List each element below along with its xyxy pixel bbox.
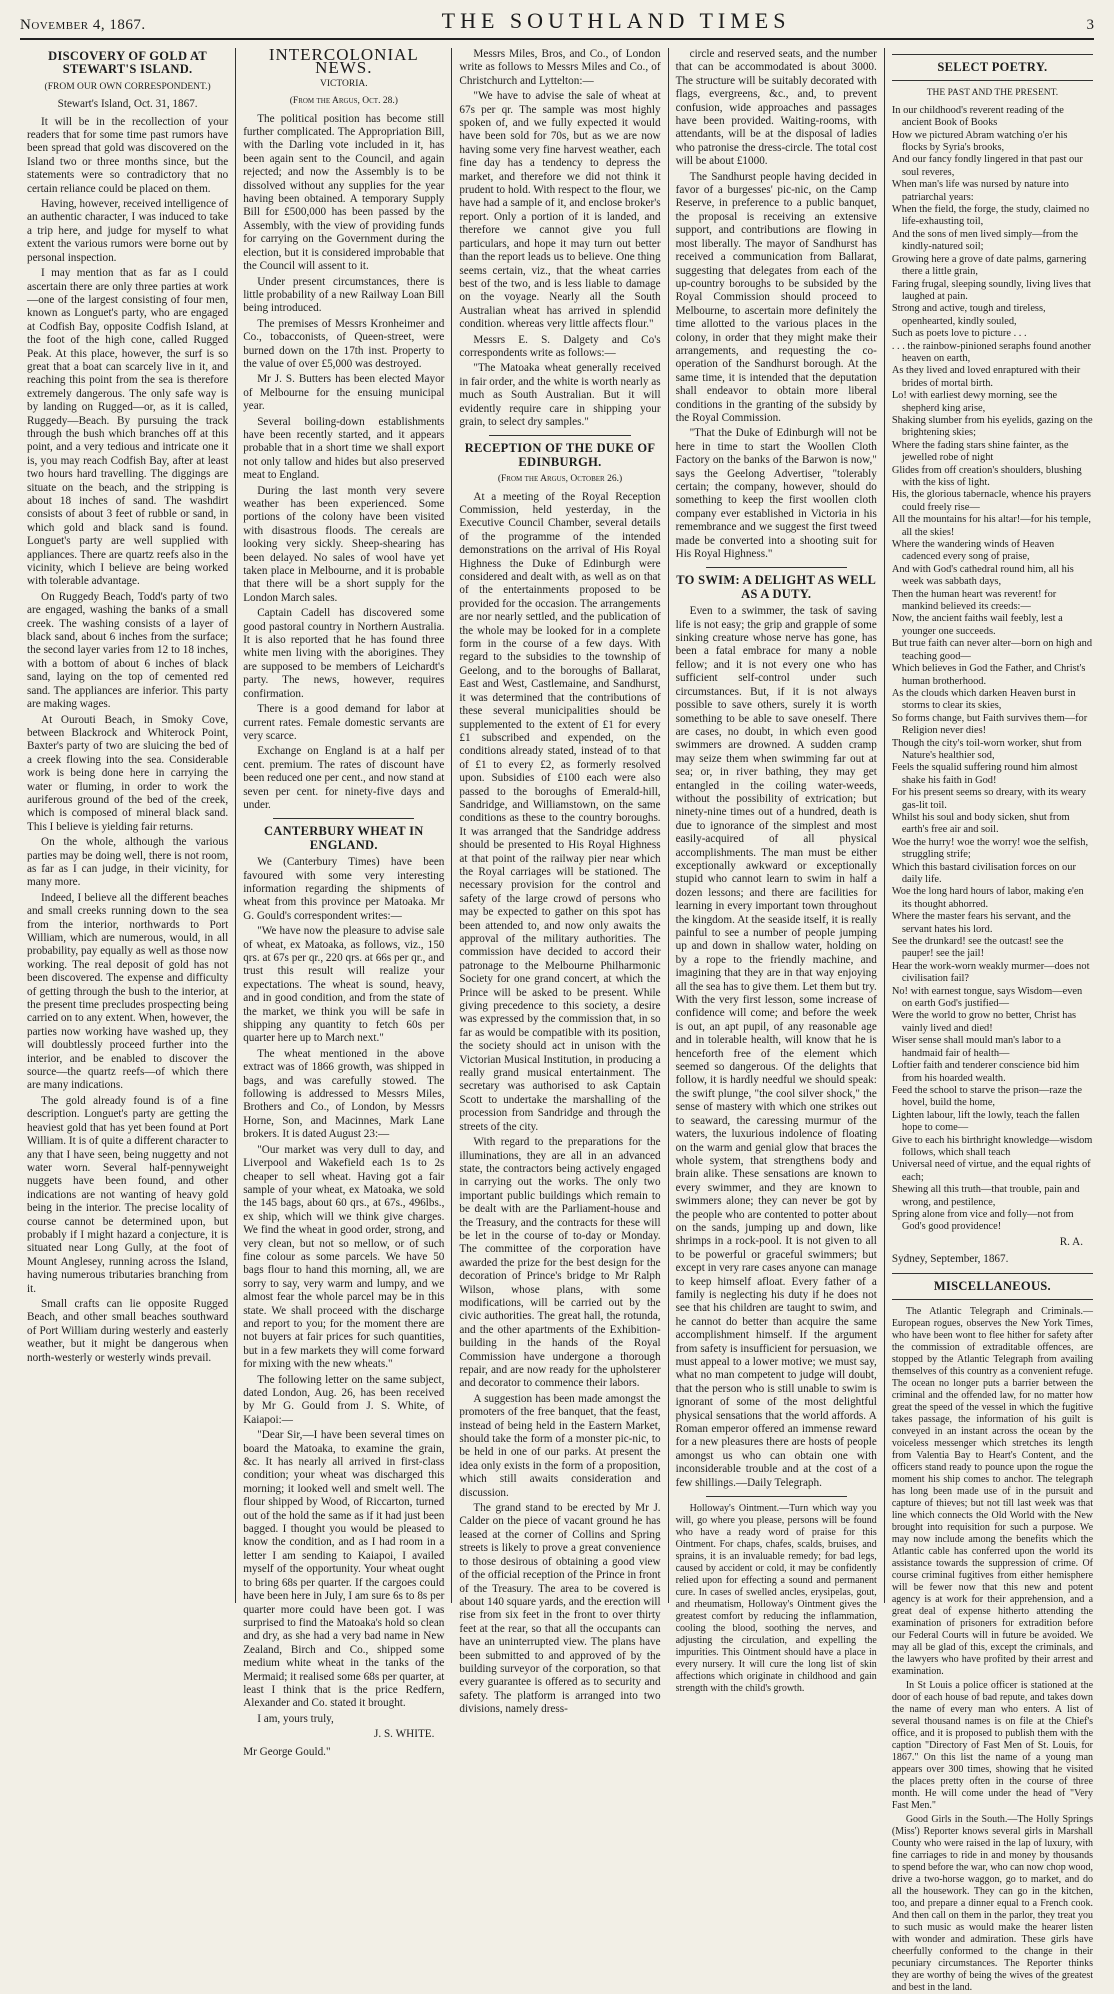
divider [892, 1299, 1093, 1300]
masthead [20, 6, 1094, 40]
paragraph: Mr J. S. Butters has been elected Mayor of Melbourne for the ensuing municipal year. [243, 373, 445, 413]
paragraph: Having, however, received intelligence of an authentic character, I was induced to take a trip here, and judge for myself to what extent the various rumors were borne out by personal inspection. [27, 198, 229, 264]
paragraph: Messrs Miles, Bros, and Co., of London write as follows to Messrs Miles and Co., of Christchurch and Lyttelton:— [459, 48, 661, 87]
section-heading: MISCELLANEOUS. [933, 1278, 1051, 1293]
paragraph: Lighten labour, lift the lowly, teach the fallen hope to come— [891, 1109, 1080, 1134]
paragraph: Indeed, I believe all the different beaches and small creeks running down to the sea from the interior, northwards to Port William, which are numerous, would, in all probability, pay equally as well as those now working. The real deposit of gold has not been discovered. The expense and difficulty of getting through the bush to the interior, at the present time precludes prospecting being carried on to any extent. When, however, the parties now working have washed up, they will doubtlessly proceed further into the interior, and be enabled to discover the source—the quartz reefs—of which there are many indications. [27, 891, 229, 1092]
page-columns [20, 45, 1100, 1993]
paragraph: The Sandhurst people having decided in favor of a burgesses' pic-nic, on the Camp Reserve, in preference to a public banquet, the proposal is receiving an extensive support, and contributions are flowing in most liberally. The mayor of Sandhurst has received a communication from Ballarat, suggesting that delegates from each of the up-country boroughs to be subsided by the Royal Commission should proceed to Melbourne, to ascertain more definitely the time allotted to the various places in the colony, in order that they might make their arrangements, and requesting the co-operation of the Sandhurst borough. At the same time, it is intended that the deputation shall endeavor to obtain more liberal conditions in the granting of the subsidy by the Royal Commission. [675, 170, 877, 424]
paragraph: I may mention that as far as I could ascertain there are only three parties at work—one of the largest consisting of four men, known as Longuet's party, who are engaged at Codfish Bay, opposite Codfish Island, at the foot of the high cone, called Rugged Peak. At this place, however, the surf is so great that a boat can scarcely live in it, and reaching this point from the sea is therefore extremely dangerous. The only safe way is by landing on Rugged—or, as it is called, Ruggedy—Beach. By pursuing the track through the bush which branches off at this point, and a very tedious and intricate one it is, you may reach Codfish Bay, after at least two hours hard travelling. The diggings are situate on the beach, and the stripping is about 18 inches of sand. The washdirt consists of about 3 feet of rubble or sand, in which gold and black sand is found. Longuet's party are well supplied with appliances. There are quartz reefs also in the vicinity, which I believe are being worked with tolerable advantage. [27, 267, 229, 588]
article-body [27, 116, 228, 1365]
paragraph: All the mountains for his altar!—for his temple, all the skies! [891, 514, 1091, 538]
paragraph: Glides from off creation's shoulders, blushing with the kiss of light. [891, 464, 1082, 488]
paragraph: At Ourouti Beach, in Smoky Cove, between Blackrock and Whiterock Point, Baxter's party of two are sluicing the bed of a creek flowing into the sea. Considerable work is being done here in carrying the water or fluming, in order to work the auriferous ground of the bed of the creek, which is composed of mineral black sand. This I believe is yielding fair returns. [27, 713, 229, 833]
paragraph: "Dear Sir,—I have been several times on board the Matoaka, to examine the grain, &c. It has nearly all arrived in first-class condition; your wheat was discharged this morning; it looked well and smelt well. The flour shipped by Wood, of Riccarton, turned out of the hold the same as if it had just been bagged. I thought you would be pleased to know the condition, and as I had room in a letter I am sending to Kaiapoi, I availed myself of the opportunity. Your wheat ought to bring 68s per quarter. If the cargoes could have been here in July, I am sure 6s to 8s per quarter more could have been got. I was surprised to find the Matoaka's hold so clean and dry, as she had a very bad name in New Zealand, Birch and Co., shipped some medium white wheat in the tanks of the Mermaid; it realised some 68s per quarter, at least I think that is the price Redfern, Alexander and Co. stated it brought. [243, 1429, 445, 1710]
paragraph: As they lived and loved enraptured with their brides of mortal birth. [891, 365, 1081, 389]
paragraph: I am, yours truly, [257, 1712, 334, 1725]
article-body [676, 605, 877, 1490]
column-3 [452, 48, 668, 1716]
poem-body [892, 105, 1093, 1234]
advertisement [676, 1503, 877, 1695]
paragraph: When man's life was nursed by nature into patriarchal years: [891, 179, 1069, 203]
paragraph: Feels the squalid suffering round him almost shake his faith in God! [891, 762, 1078, 786]
paragraph: Captain Cadell has discovered some good pastoral country in Northern Australia. It is also reported that he has found three white men living with the aborigines. They are supposed to be members of Leichardt's party. The news, however, requires confirmation. [243, 607, 445, 700]
paragraph: Shaking slumber from his eyelids, gazing on the brightening skies; [891, 414, 1093, 439]
paragraph: Exchange on England is at a half per cent. premium. The rates of discount have been reduced one per cent., and now stand at seven per cent. for ninety-five days and under. [243, 745, 445, 811]
newspaper-title: THE SOUTHLAND TIMES [441, 8, 791, 33]
paragraph: At a meeting of the Royal Reception Commission, held yesterday, in the Executive Council Chamber, several details of the programme of the intended demonstrations on the arrival of His Royal Highness the Duke of Edinburgh were considered and dealt with, as well as on that of the entertainments proposed to be provided for the occasion. The arrangements are nor nearly settled, and the publication of the whole may be looked for in a complete form in the course of a few days. With regard to the subsidies to the township of Geelong, and to the boroughs of Ballarat, East and West, Castlemaine, and Sandhurst, it was determined that the contributions of these several municipalities should be supplemented to the extent of £1 for every £1 subscribed and expended, on the conditions already stated, instead of to that of £1 to every £2, as formerly resolved upon. Subsidies of £100 each were also passed to the boroughs of Emerald-hill, Sandridge, and Williamstown, on the same conditions as these to the country boroughs. It was arranged that the Sandridge address should be presented to His Royal Highness at that point of the railway pier near which the Royal carriages will be stationed. The necessary provision for the control and safety of the large crowd of persons who may be expected to gather on this spot has been attended to, and now only awaits the approval of the military authorities. The commission have decided to accord their patronage to the Melbourne Philharmonic Society for one grand concert, at which the Prince will be asked to be present. While giving precedence to this society, a desire was expressed by the commission that, in so far as would be compatible with its position, the society should act in unison with the Victorian Musical Institution, in producing a really grand musical entertainment. The secretary was authorised to ask Captain Scott to undertake the marshalling of the procession from Sandridge and through the streets of the city. [459, 490, 661, 1133]
paragraph: Now, the ancient faiths wail feebly, lest a younger one succeeds. [891, 613, 1063, 637]
divider [706, 567, 847, 568]
paragraph: Which this bastard civilisation forces on our daily life. [891, 861, 1076, 885]
paragraph: In our childhood's reverent reading of the ancient Book of Books [891, 104, 1064, 129]
article-heading: CANTERBURY WHEAT IN ENGLAND. [263, 824, 424, 852]
paragraph: Small crafts can lie opposite Rugged Beach, and other small beaches southward of Port William during westerly and easterly weather, but it might be dangerous when north-westerly or westerly winds prevail. [27, 1297, 229, 1364]
article-body [243, 856, 444, 1726]
paragraph: The premises of Messrs Kronheimer and Co., tobacconists, of Queen-street, were burned down on the 17th inst. Property to the value of over £5,000 was destroyed. [243, 317, 445, 370]
paragraph: Where the master fears his servant, and the servant hates his lord. [891, 911, 1071, 935]
article-heading: DISCOVERY OF GOLD AT STEWART'S ISLAND. [48, 49, 208, 77]
paragraph: Give to each his birthright knowledge—wisdom follows, which shall teach [891, 1134, 1093, 1158]
paragraph: Feed the school to starve the prison—raze the hovel, build the home, [891, 1084, 1082, 1109]
paragraph: When the field, the forge, the study, claimed no life-exhausting toil, [891, 204, 1090, 228]
paragraph: Several boiling-down establishments have been recently started, and it appears probable that in a short time we shall export not only tallow and hides but also preserved meat to England. [243, 415, 445, 482]
paragraph: His, the glorious tabernacle, whence his prayers could freely rise— [891, 489, 1091, 513]
source-note: (From the Argus, Oct. 28.) [289, 96, 398, 107]
paragraph: The following letter on the same subject, dated London, Aug. 26, has been received by Mr G. Gould from J. S. White, of Kaiapoi:— [243, 1373, 445, 1426]
section-heading: INTERCOLONIAL NEWS. [268, 45, 419, 78]
paragraph: See the drunkard! see the outcast! see the pauper! see the jail! [891, 936, 1064, 960]
paragraph: Strong and active, tough and tireless, openhearted, kindly souled, [891, 303, 1046, 327]
paragraph: During the last month very severe weather has been experienced. Some portions of the colony have been visited with disastrous floods. The cereals are looking very sickly. Sheep-shearing has been delayed. No sales of wool have yet taken place in Melbourne, and it is probable that there will be a short supply for the London March sales. [243, 484, 445, 604]
paragraph: And the sons of men lived simply—from the kindly-natured soil; [891, 228, 1078, 253]
column-4 [669, 48, 885, 1695]
source-note: (From the Argus, October 26.) [497, 474, 623, 485]
paragraph: A suggestion has been made amongst the promoters of the free banquet, that the feast, instead of being held in the Eastern Market, should take the form of a monster pic-nic, to be held in one of our parks. At present the idea only exists in the form of a proposition, which still awaits consideration and discussion. [459, 1392, 661, 1499]
issue-date: November 4, 1867. [20, 17, 146, 33]
paragraph: The political position has become still further complicated. The Appropriation Bill, with the Darling vote included in it, has been again sent to the Council, and again rejected; and now the Assembly is to be dissolved without any supplies for the year having been obtained. A temporary Supply Bill for £500,000 has been passed by the Assembly, with the view of providing funds for carrying on the Government during the election, but it is considered improbable that the Council will assent to it. [243, 112, 445, 273]
paragraph: Whilst his soul and body sicken, shut from earth's free air and soil. [891, 811, 1070, 836]
paragraph: But true faith can never alter—born on high and teaching good— [891, 638, 1093, 662]
divider [892, 1273, 1093, 1274]
poem-signature: R. A. [1059, 1235, 1084, 1248]
article-body [892, 1306, 1093, 1994]
paragraph: On Ruggedy Beach, Todd's party of two are engaged, washing the banks of a small creek. The washing consists of a layer of black sand, about 6 inches from the surface; the second layer varies from 12 to 18 inches, with a bottom of about 6 inches of black sand, laying on the top of cemented red sand. The appliances are inferior. This party are making wages. [27, 590, 229, 711]
paragraph: Even to a swimmer, the task of saving life is not easy; the grip and grapple of some sinking creature whose nerve has gone, has been a fatal embrace for many a noble fellow; and it is not every one who has sufficient self-control under such circumstances. But, if it is not always possible to save others, surely it is worth something to be able to save oneself. There are cases, no doubt, in which even good swimmers are drowned. A sudden cramp may seize them when swimming far out at sea; or, in river bathing, they may get entangled in the coiling water-weeds, without the possibility of extrication; but ninety-nine times out of a hundred, death is due to ignorance of the simplest and most easily-acquired of all physical accomplishments. The man must be either exceptionally awkward or exceptionally stupid who cannot learn to swim in half a dozen lessons; and there are facilities for learning in every important town throughout the kingdom. At the seaside itself, it is really painful to see a number of people jumping up and down in shallow water, holding on by a rope to the friendly machine, and imagining that they are in that way enjoying all the sea has to give them. Let them but try. With the very first lesson, some increase of confidence will come; and before the week is out, an apt pupil, of any reasonable age and in tolerable health, will know that he is henceforth free of the element which seemed so dangerous. Of the delights that follow, it is hardly needful we should speak: the swift plunge, "the cool silver shock," the sense of mastery with which one strikes out to seaward, the caressing murmur of the waters, the luxurious indolence of floating on the warm and genial glow that braces the whole system, that strengthens body and brain alike. These sensations are known to every swimmer, and they are known to swimmers alone; they can never be got by the people who are contented to potter about on the sands, jumping up and down, like shrimps in a rock-pool. It is not given to all to be powerful or graceful swimmers; but except in very rare cases anyone can manage to keep himself afloat. Every father of a family is neglecting his duty if he does not see that his children are taught to swim, and he cannot do better than acquire the same accomplishment himself. If the argument from safety is insufficient for persuasion, we must appeal to a lower motive; we must say, what no man competent to judge will doubt, that the person who is still unable to swim is ignorant of some of the most delightful physical sensations that the world affords. A Roman emperor offered an immense reward for a new pleasures there are hosts of people amongst us who can obtain one with inconsiderable trouble and at the cost of a few shillings.—Daily Telegraph. [675, 605, 877, 1489]
paragraph: Faring frugal, sleeping soundly, living lives that laughed at pain. [891, 278, 1091, 302]
paragraph: Which believes in God the Father, and Christ's human brotherhood. [891, 663, 1086, 687]
column-1 [20, 48, 236, 1603]
paragraph: "The Matoaka wheat generally received in fair order, and the white is worth nearly as much as South Australian. But it will evidently require care in shipping your grain, to select dry samples." [459, 362, 661, 428]
paragraph: circle and reserved seats, and the number that can be accommodated is about 3000. The structure will be suitably decorated with flags, evergreens, &c., and, to prevent confusion, wide approaches and passages have been provided. Waiting-rooms, with attendants, will be at the disposal of ladies who patronise the dress-circle. The total cost will be about £1000. [675, 48, 877, 168]
paragraph: No! with earnest tongue, says Wisdom—even on earth God's justified— [891, 985, 1083, 1010]
article-heading: RECEPTION OF THE DUKE OF EDINBURGH. [464, 441, 656, 469]
paragraph: Were the world to grow no better, Christ has vainly lived and died! [891, 1010, 1077, 1034]
paragraph: So forms change, but Faith survives them—for Religion never dies! [891, 712, 1088, 737]
poem-place: Sydney, September, 1867. [891, 1253, 1009, 1266]
paragraph: We (Canterbury Times) have been favoured with some very interesting information regarding the shipments of wheat from this province per Matoaka. Mr G. Gould's correspondent writes:— [243, 856, 445, 922]
closing-line: Mr George Gould." [243, 1745, 331, 1758]
paragraph: In St Louis a police officer is stationed at the door of each house of bad repute, and takes down the name of every man who enters. A list of several thousand names is on file at the Chief's office, and it is proposed to publish them with the caption "Directory of Fast Men of St. Louis, for 1867." On this list the name of a young man appears over 300 times, showing that he visited the places pretty often in the course of three month. He will come under the head of "Very Fast Men." [891, 1680, 1094, 1811]
paragraph: Growing here a grove of date palms, garnering there a little grain, [891, 253, 1087, 278]
article-byline: (FROM OUR OWN CORRESPONDENT.) [44, 81, 211, 92]
paragraph: Though the city's toil-worn worker, shut from Nature's healthier sod, [891, 737, 1082, 761]
article-heading: TO SWIM: A DELIGHT AS WELL AS A DUTY. [676, 573, 877, 601]
paragraph: "We have to advise the sale of wheat at 67s per qr. The sample was most highly spoken of, and we fully expected it would have been sold for 70s, but as we are now having some very fine harvest weather, each fine day has a tendency to depress the market, and therefore we did not think it prudent to hold. With respect to the flour, we have had a sample of it, and enclose broker's report. Only a portion of it is landed, and therefore we cannot give you full particulars, and hope it may turn out better than the report leads us to believe. One thing seems certain, viz., that the wheat carries best of the two, and is less liable to damage on the voyage. Nearly all the South Australian wheat has arrived in splendid condition. whereas very little affects flour." [459, 90, 661, 331]
section-heading: SELECT POETRY. [937, 60, 1048, 74]
paragraph: Wiser sense shall mould man's labor to a handmaid fair of health— [891, 1035, 1061, 1059]
column-2 [236, 45, 452, 1758]
paragraph: The grand stand to be erected by Mr J. Calder on the piece of vacant ground he has leased at the corner of Collins and Spring streets is likely to prove a great convenience to those desirous of obtaining a good view of the official reception of the Prince in front of the Treasury. The area to be covered is about 140 square yards, and the erection will rise from six feet in the front to over thirty feet at the rear, so that all the occupants can have an uninterrupted view. The plans have been submitted to and approved of by the building surveyor of the corporation, so that every guarantee is offered as to security and safety. The platform is arranged into two divisions, namely dress- [459, 1502, 661, 1716]
paragraph: The gold already found is of a fine description. Longuet's party are getting the heaviest gold that has yet been found at Port William. It is of quite a different character to any that I have seen, being nuggetty and not water worn. Several half-pennyweight nuggets have been found, and other indications are not wanting of heavy gold being in the interior. The precise locality of course cannot be determined upon, but probably if I might hazard a conjecture, it is situated near Long Gully, at the foot of Mount Anglesey, running across the Island, having numerous tributaries branching from it. [27, 1094, 229, 1295]
paragraph: For his present seems so dreary, with its weary gas-lit toil. [891, 787, 1086, 811]
paragraph: Spring alone from vice and folly—not from God's good providence! [891, 1208, 1074, 1233]
paragraph: Woe the long hard hours of labor, making e'en its thought abhorred. [891, 886, 1084, 910]
paragraph: The wheat mentioned in the above extract was of 1866 growth, was shipped in bags, and was carefully stowed. The following is addressed to Messrs Miles, Brothers and Co., of London, by Messrs Horne, Son, and Macinnes, Mark Lane brokers. It is dated August 23:— [243, 1047, 445, 1141]
column-5 [885, 48, 1100, 1993]
paragraph: The Atlantic Telegraph and Criminals.—European rogues, observes the New York Times, who have been wont to flee hither for safety after the commission of extraditable offences, are stopped by the Atlantic Telegraph from availing themselves of this country as a convenient refuge. The ocean no longer puts a barrier between the criminal and the offended law, for no matter how great the speed of the vessel in which the fugitive takes passage, the information of his guilt is conveyed in an instant across the ocean by the voiceless messenger which stretches its length from Valentia Bay to Heart's Content, and the officers stand ready to pounce upon the rogue the moment his ship comes to anchor. The telegraph has long been made use of in the pursuit and capture of thieves; but not till last week was that line which connects the Old World with the New brought into requisition for such a purpose. We may now include among the benefits which the Atlantic cable has conferred upon the world its assistance towards the suppression of crime. Of course criminal fugitives from either hemisphere will be fewer now that this new and potent agency is at work for their apprehension, and a great deal of expense hitherto attending the examination of prisoners for extradition before our Federal Courts will in future be avoided. We may all be glad of this, except the criminals, and the lawyers who have profited by their arrest and examination. [891, 1306, 1094, 1677]
paragraph: Where the wandering winds of Heaven cadenced every song of praise, [891, 539, 1055, 563]
paragraph: Under present circumstances, there is little probability of a new Railway Loan Bill being introduced. [243, 275, 445, 315]
divider [706, 1496, 847, 1497]
paragraph: Such as poets love to picture . . . [891, 328, 1027, 340]
paragraph: There is a good demand for labor at current rates. Female domestic servants are very scarce. [243, 703, 445, 742]
paragraph: On the whole, although the various parties may be doing well, there is not room, as far as I can judge, in their vicinity, for many more. [27, 836, 229, 889]
paragraph: Loftier faith and tenderer conscience bid him from his hoarded wealth. [891, 1060, 1080, 1084]
divider [892, 80, 1093, 81]
paragraph: . . . the rainbow-pinioned seraphs found another heaven on earth, [891, 340, 1091, 364]
paragraph: Woe the hurry! woe the worry! woe the selfish, struggling strife; [891, 836, 1089, 861]
signature: J. S. WHITE. [374, 1728, 435, 1741]
ad-text: Holloway's Ointment.—Turn which way you will, go where you please, persons will be found who have a ready word of praise for this Ointment. For chaps, chafes, scalds, bruises, and sprains, it is an invaluable remedy; for bad legs, caused by accident or cold, it may be confidently relied upon for effecting a sound and permanent cure. In cases of swelled ancles, erysipelas, gout, and rheumatism, Holloway's Ointment gives the greatest comfort by reducing the inflammation, cooling the blood, soothing the nerves, and adjusting the circulation, and expelling the impurities. This Ointment should have a place in every nursery. It will cure the long list of skin affections which originate in childhood and gain strength with the child's growth. [675, 1503, 877, 1695]
paragraph: Lo! with earliest dewy morning, see the shepherd king arise, [891, 390, 1058, 414]
paragraph: Hear the work-worn weakly murmer—does not civilisation fail? [891, 960, 1090, 985]
divider [489, 435, 630, 436]
article-body [676, 48, 877, 561]
article-body [459, 48, 660, 429]
paragraph: Messrs E. S. Dalgety and Co's correspondents write as follows:— [459, 333, 661, 359]
paragraph: Where the fading stars shine fainter, as the jewelled robe of night [891, 439, 1069, 464]
divider [892, 54, 1093, 55]
paragraph: Then the human heart was reverent! for mankind believed its creeds:— [891, 588, 1057, 613]
paragraph: And our fancy fondly lingered in that past our soul reveres, [891, 154, 1083, 178]
subsection-heading: VICTORIA. [320, 78, 368, 89]
paragraph: Good Girls in the South.—The Holly Springs (Miss') Reporter knows several girls in Marshall County who were raised in the lap of luxury, with fine carriages to ride in and money by thousands to spend before the war, who can now chop wood, drive a two-horse waggon, go to market, and do all the housework. They can go in the kitchen, too, and prepare a dinner equal to a French cook. And then call on them in the parlor, they treat you to such music as would make the hearer listen with wonder and admiration. These girls have cheerfully conformed to the change in their pecuniary circumstances. The Reporter thinks they are worthy of being the wives of the greatest and best in the land. [891, 1814, 1094, 1993]
paragraph: Shewing all this truth—that trouble, pain and wrong, and pestilence, [891, 1184, 1080, 1208]
poem-title: THE PAST AND THE PRESENT. [926, 88, 1059, 99]
paragraph: "That the Duke of Edinburgh will not be here in time to start the Woollen Cloth Factory on the banks of the Barwon is now," says the Geelong Advertiser, "tolerably certain; the company, however, should do something to keep the first woollen cloth company ever established in Victoria in his remembrance and we suggest the first tweed made be converted into a shooting suit for His Royal Highness." [675, 427, 877, 561]
article-body [459, 491, 660, 1717]
paragraph: And with God's cathedral round him, all his week was sabbath days, [891, 563, 1074, 588]
paragraph: "We have now the pleasure to advise sale of wheat, ex Matoaka, as follows, viz., 150 qrs. at 67s per qr., 220 qrs. at 66s per qr., and trust this result will realize your expectations. The wheat is sound, heavy, and in good condition, and from the state of the market, we think you will be safe in shipping any quantity to fetch 60s per quarter here up to March next." [243, 925, 445, 1045]
paragraph: How we pictured Abram watching o'er his flocks by Syria's brooks, [891, 129, 1068, 154]
page-number: 3 [1086, 17, 1094, 33]
divider [273, 818, 414, 819]
paragraph: With regard to the preparations for the illuminations, they are all in an advanced state, the contractors being actively engaged in carrying out the works. The only two important public buildings which remain to be dealt with are the Parliament-house and the Treasury, and the contracts for these will be let in the course of to-day or Monday. The committee of the corporation have awarded the prize for the best design for the decoration of Prince's bridge to Mr Ralph Wilson, whose plans, with some modifications, will be carried out by the civic authorities. The great hall, the rotunda, and the other apartments of the Exhibition-building in the hands of the Royal Commission have undergone a thorough repair, and are now ready for the upholsterer and decorator to commence their labors. [459, 1136, 661, 1390]
article-dateline: Stewart's Island, Oct. 31, 1867. [57, 98, 198, 111]
paragraph: As the clouds which darken Heaven burst in storms to clear its skies, [891, 687, 1076, 712]
paragraph: It will be in the recollection of your readers that for some time past rumors have been spread that gold was discovered on the Island two or three months since, but the statements were so contradictory that no certain reliance could be placed on them. [27, 115, 229, 195]
article-body [243, 113, 444, 813]
paragraph: Universal need of virtue, and the equal rights of each; [891, 1159, 1091, 1183]
paragraph: "Our market was very dull to day, and Liverpool and Wakefield each 1s to 2s cheaper to sell wheat. Having got a fair sample of your wheat, ex Matoaka, we sold the 145 bags, about 60 qrs., at 67s., 496lbs., ex ship, which will we think give charges. We find the wheat in good order, strong, and very clean, but not so mellow, or of such fine colour as some parcels. We have 50 bags flour to hand this morning, all, we are sorry to say, very warm and lumpy, and we almost fear the whole parcel may be in this state. We shall proceed with the discharge and report to you; for the moment there are not buyers at fair prices for such quantities, but in a few markets they will come forward for mixing with the new wheats." [243, 1143, 445, 1371]
